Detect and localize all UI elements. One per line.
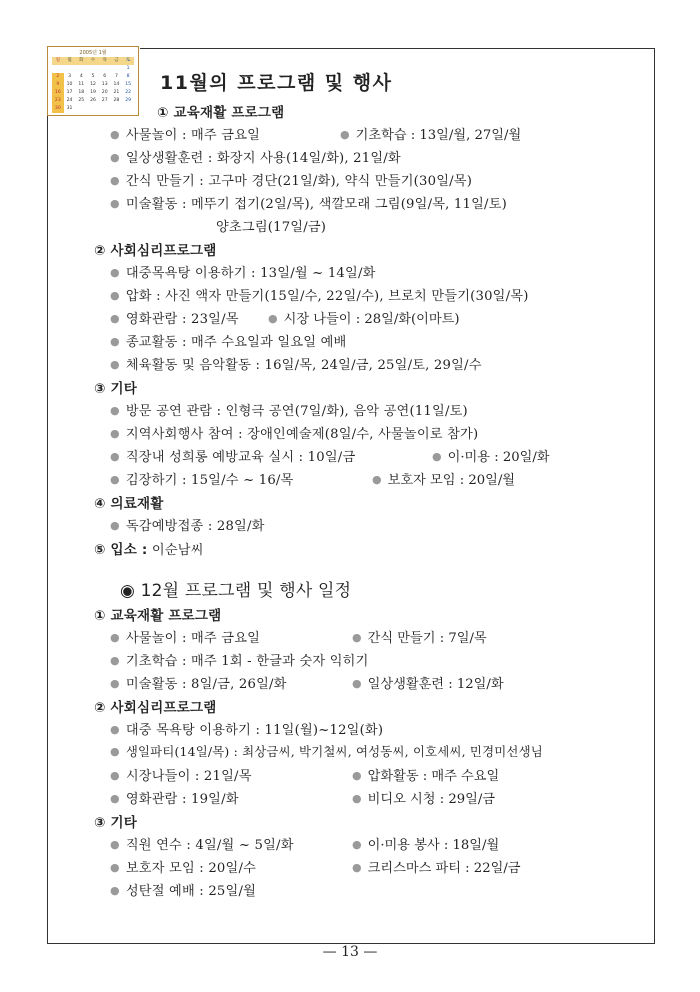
calendar-day: 26 xyxy=(90,98,96,103)
list-item: ● 직장내 성희롱 예방교육 실시 : 10일/금 xyxy=(110,450,356,465)
bullet-icon: ● xyxy=(110,861,120,874)
list-item: ● 시장나들이 : 21일/목 xyxy=(110,769,252,784)
calendar-day: 14 xyxy=(113,82,120,87)
list-item: ● 대중 목욕탕 이용하기 : 11일(월)~12일(화) xyxy=(110,723,384,738)
bullet-icon: ● xyxy=(432,450,442,463)
calendar-day: 9 xyxy=(52,81,64,89)
calendar-day: 6 xyxy=(103,74,107,79)
list-item: ● 영화관람 : 19일/화 xyxy=(110,792,239,807)
calendar-day xyxy=(111,65,123,73)
bullet-icon: ● xyxy=(352,677,362,690)
bullet-icon: ● xyxy=(110,358,120,371)
list-item: ● 대중목욕탕 이용하기 : 13일/월 ~ 14일/화 xyxy=(110,266,376,281)
calendar-day: 10 xyxy=(66,82,73,87)
calendar-day: 21 xyxy=(113,90,120,95)
list-item: ● 독감예방접종 : 28일/화 xyxy=(110,519,265,534)
calendar-day: 23 xyxy=(52,97,64,105)
calendar-day: 11 xyxy=(78,82,85,87)
calendar-day: 4 xyxy=(79,74,83,79)
calendar-day xyxy=(75,65,87,73)
list-item: ● 미술활동 : 8일/금, 26일/화 xyxy=(110,677,287,692)
list-item: ● 이·미용 : 20일/화 xyxy=(432,450,550,465)
calendar-day xyxy=(122,105,134,113)
list-item: ● 종교활동 : 매주 수요일과 일요일 예배 xyxy=(110,335,347,350)
list-item: ● 일상생활훈련 : 화장지 사용(14일/화), 21일/화 xyxy=(110,151,401,166)
list-item: ● 성탄절 예배 : 25일/월 xyxy=(110,884,257,899)
nov-section-5: ⑤ 입소 : 이순남씨 xyxy=(94,542,204,558)
list-item: ● 방문 공연 관람 : 인형극 공연(7일/화), 음악 공연(11일/토) xyxy=(110,404,468,419)
calendar-day: 27 xyxy=(101,98,108,103)
bullet-icon: ● xyxy=(352,792,362,805)
list-item: ● 보호자 모임 : 20일/월 xyxy=(372,473,516,488)
list-item-continuation: 양초그림(17일/금) xyxy=(216,220,327,235)
list-item: ● 영화관람 : 23일/목 xyxy=(110,312,239,327)
calendar-day: 12 xyxy=(90,82,96,87)
list-item: ● 간식 만들기 : 고구마 경단(21일/화), 약식 만들기(30일/목) xyxy=(110,174,473,189)
calendar-day: 28 xyxy=(113,98,120,103)
dec-title: ◉ 12월 프로그램 및 행사 일정 xyxy=(120,581,352,601)
bullet-icon: ● xyxy=(110,289,120,302)
nov-section-3: ③ 기타 xyxy=(94,381,138,397)
calendar-day: 30 xyxy=(52,105,64,113)
list-item: ● 크리스마스 파티 : 22일/금 xyxy=(352,861,521,876)
calendar-day: 29 xyxy=(125,98,132,103)
bullet-icon: ● xyxy=(110,404,120,417)
calendar-day: 17 xyxy=(66,90,73,95)
calendar-weekday: 금 xyxy=(111,57,123,65)
top-rule xyxy=(140,48,655,49)
bullet-icon: ● xyxy=(110,335,120,348)
calendar-day xyxy=(64,65,76,73)
calendar-day: 31 xyxy=(66,106,73,111)
calendar-day xyxy=(111,105,123,113)
bullet-icon: ● xyxy=(110,631,120,644)
list-item: ● 기초학습 : 매주 1회 - 한글과 숫자 익히기 xyxy=(110,654,369,669)
bullet-icon: ● xyxy=(110,723,120,736)
calendar-title: 2005년 1월 xyxy=(79,50,107,56)
bullet-icon: ● xyxy=(110,450,120,463)
calendar-grid xyxy=(52,57,134,113)
list-item: ● 직원 연수 : 4일/월 ~ 5일/화 xyxy=(110,838,294,853)
nov-section-1: ① 교육재활 프로그램 xyxy=(157,105,285,121)
bullet-icon: ● xyxy=(352,769,362,782)
dec-section-1: ① 교육재활 프로그램 xyxy=(94,608,222,624)
calendar-weekday: 일 xyxy=(52,57,64,65)
calendar-day: 3 xyxy=(68,74,72,79)
list-item: ● 압화 : 사진 액자 만들기(15일/수, 22일/수), 브로치 만들기(30일/목) xyxy=(110,289,529,304)
list-item: ● 사물놀이 : 매주 금요일 xyxy=(110,631,261,646)
calendar-day: 2 xyxy=(52,73,64,81)
bullet-icon: ● xyxy=(352,838,362,851)
calendar-weekday: 월 xyxy=(64,57,76,65)
calendar-weekday: 화 xyxy=(75,57,87,65)
list-item: ● 김장하기 : 15일/수 ~ 16/목 xyxy=(110,473,294,488)
list-item: ● 비디오 시청 : 29일/금 xyxy=(352,792,496,807)
list-item: ● 체육활동 및 음악활동 : 16일/목, 24일/금, 25일/토, 29일/수 xyxy=(110,358,482,373)
list-item: ● 생일파티(14일/목) : 최상금씨, 박기철씨, 여성동씨, 이호세씨, 민경미선생님 xyxy=(110,744,543,759)
bullet-icon: ● xyxy=(268,312,278,325)
bullet-icon: ● xyxy=(110,128,120,141)
bullet-icon: ● xyxy=(110,427,120,440)
calendar-day xyxy=(87,105,99,113)
bullet-icon: ● xyxy=(110,792,120,805)
bullet-icon: ● xyxy=(110,519,120,532)
list-item: ● 기초학습 : 13일/월, 27일/월 xyxy=(340,128,522,143)
list-item: ● 시장 나들이 : 28일/화(이마트) xyxy=(268,312,460,327)
calendar-day xyxy=(52,65,64,73)
bullet-icon: ● xyxy=(110,312,120,325)
bullet-icon: ● xyxy=(110,654,120,667)
dec-section-2: ② 사회심리프로그램 xyxy=(94,700,217,716)
list-item: ● 간식 만들기 : 7일/목 xyxy=(352,631,487,646)
bullet-icon: ● xyxy=(110,745,120,758)
bullet-icon: ● xyxy=(110,473,120,486)
calendar-day: 18 xyxy=(78,90,85,95)
nov-title: 11월의 프로그램 및 행사 xyxy=(160,72,393,94)
calendar-day: 8 xyxy=(126,74,130,79)
bullet-icon: ● xyxy=(110,677,120,690)
calendar-day: 15 xyxy=(125,82,132,87)
bullet-icon: ● xyxy=(110,174,120,187)
calendar-day: 22 xyxy=(125,90,132,95)
bullet-icon: ● xyxy=(110,266,120,279)
calendar-day: 25 xyxy=(78,98,85,103)
calendar-weekday: 수 xyxy=(87,57,99,65)
calendar-thumbnail xyxy=(47,46,139,116)
calendar-weekday: 목 xyxy=(99,57,111,65)
calendar-day: 20 xyxy=(101,90,108,95)
list-item: ● 이·미용 봉사 : 18일/월 xyxy=(352,838,500,853)
bullet-icon: ● xyxy=(110,769,120,782)
bullet-icon: ● xyxy=(110,838,120,851)
bullet-icon: ● xyxy=(352,861,362,874)
dec-section-3: ③ 기타 xyxy=(94,815,138,831)
calendar-day: 16 xyxy=(52,89,64,97)
bullet-icon: ● xyxy=(372,473,382,486)
list-item: ● 압화활동 : 매주 수요일 xyxy=(352,769,500,784)
calendar-day: 5 xyxy=(91,74,95,79)
bullet-icon: ● xyxy=(340,128,350,141)
page-number: — 13 — xyxy=(322,944,378,960)
list-item: ● 사물놀이 : 매주 금요일 xyxy=(110,128,261,143)
calendar-day xyxy=(87,65,99,73)
calendar-day xyxy=(99,105,111,113)
calendar-day xyxy=(75,105,87,113)
list-item: ● 일상생활훈련 : 12일/화 xyxy=(352,677,504,692)
bullet-icon: ● xyxy=(110,151,120,164)
list-item: ● 보호자 모임 : 20일/수 xyxy=(110,861,257,876)
bullet-icon: ● xyxy=(352,631,362,644)
list-item: ● 지역사회행사 참여 : 장애인예술제(8일/수, 사물놀이로 참가) xyxy=(110,427,479,442)
calendar-day: 13 xyxy=(101,82,108,87)
calendar-day: 7 xyxy=(114,74,118,79)
list-item: ● 미술활동 : 메뚜기 접기(2일/목), 색깔모래 그림(9일/목, 11일/토) xyxy=(110,197,507,212)
bullet-icon: ● xyxy=(110,197,120,210)
calendar-day: 19 xyxy=(90,90,96,95)
nov-section-4: ④ 의료재활 xyxy=(94,496,164,512)
calendar-day xyxy=(99,65,111,73)
calendar-weekday: 토 xyxy=(122,57,134,65)
nov-section-2: ② 사회심리프로그램 xyxy=(94,243,217,259)
calendar-day: 1 xyxy=(126,66,130,71)
bullet-icon: ● xyxy=(110,884,120,897)
calendar-day: 24 xyxy=(66,98,73,103)
